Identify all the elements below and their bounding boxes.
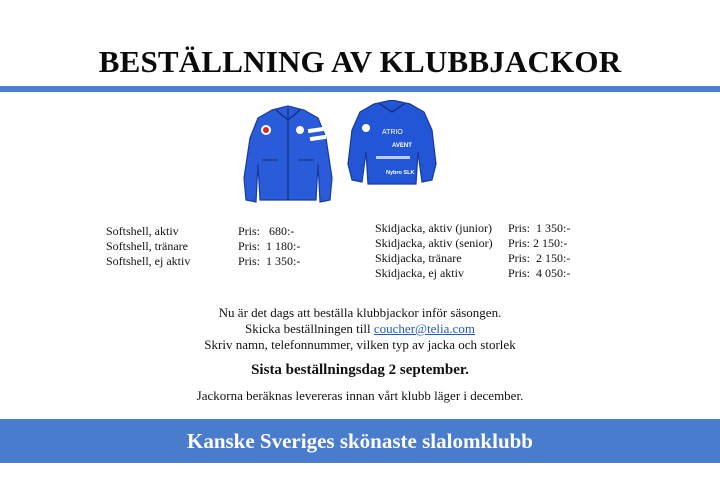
- price-row: [375, 236, 570, 251]
- price-row: [106, 239, 300, 254]
- item-price: Pris: 2 150:-: [508, 236, 568, 250]
- item-name: Softshell, tränare: [106, 239, 188, 253]
- footer-slogan: Kanske Sveriges skönaste slalomklubb: [187, 428, 533, 453]
- deadline-text: Sista beställningsdag 2 september.: [251, 362, 469, 378]
- softshell-price-list: [106, 224, 300, 269]
- instructions-text: Skriv namn, telefonnummer, vilken typ av jacka och storlek: [204, 337, 516, 352]
- item-price: Pris: 1 350:-: [508, 221, 571, 235]
- softshell-jacket-icon: [242, 104, 334, 208]
- item-name: Skidjacka, ej aktiv: [375, 266, 464, 280]
- email-prefix: Skicka beställningen till: [244, 321, 374, 336]
- item-name: Skidjacka, aktiv (senior): [375, 236, 493, 250]
- ski-jacket-print-1: ATRIO: [382, 129, 403, 136]
- item-price: Pris: 1 350:-: [238, 254, 301, 268]
- ski-jacket-icon: [346, 100, 438, 188]
- item-name: Skidjacka, aktiv (junior): [375, 221, 492, 235]
- title-divider: [0, 86, 720, 92]
- item-price: Pris: 4 050:-: [508, 266, 571, 280]
- price-row: [375, 221, 570, 236]
- ski-jacket-print-2: AVENT: [392, 143, 412, 149]
- intro-text: Nu är det dags att beställa klubbjackor inför säsongen.: [218, 305, 502, 320]
- item-price: Pris: 680:-: [238, 224, 295, 238]
- price-row: [375, 266, 570, 281]
- email-line: [0, 321, 720, 337]
- item-name: Softshell, aktiv: [106, 224, 179, 238]
- item-name: Softshell, ej aktiv: [106, 254, 191, 268]
- item-name: Skidjacka, tränare: [375, 251, 462, 265]
- item-price: Pris: 2 150:-: [508, 251, 571, 265]
- price-row: [106, 224, 300, 239]
- ski-jacket-print-3: Nybro SLK: [386, 170, 415, 176]
- page-title: BESTÄLLNING AV KLUBBJACKOR: [98, 44, 622, 79]
- ski-price-list: [375, 221, 570, 281]
- price-row: [375, 251, 570, 266]
- item-price: Pris: 1 180:-: [238, 239, 301, 253]
- delivery-text: Jackorna beräknas levereras innan vårt klubb läger i december.: [196, 388, 524, 403]
- footer-banner: [0, 419, 720, 463]
- price-row: [106, 254, 300, 269]
- email-link[interactable]: coucher@telia.com: [373, 321, 476, 336]
